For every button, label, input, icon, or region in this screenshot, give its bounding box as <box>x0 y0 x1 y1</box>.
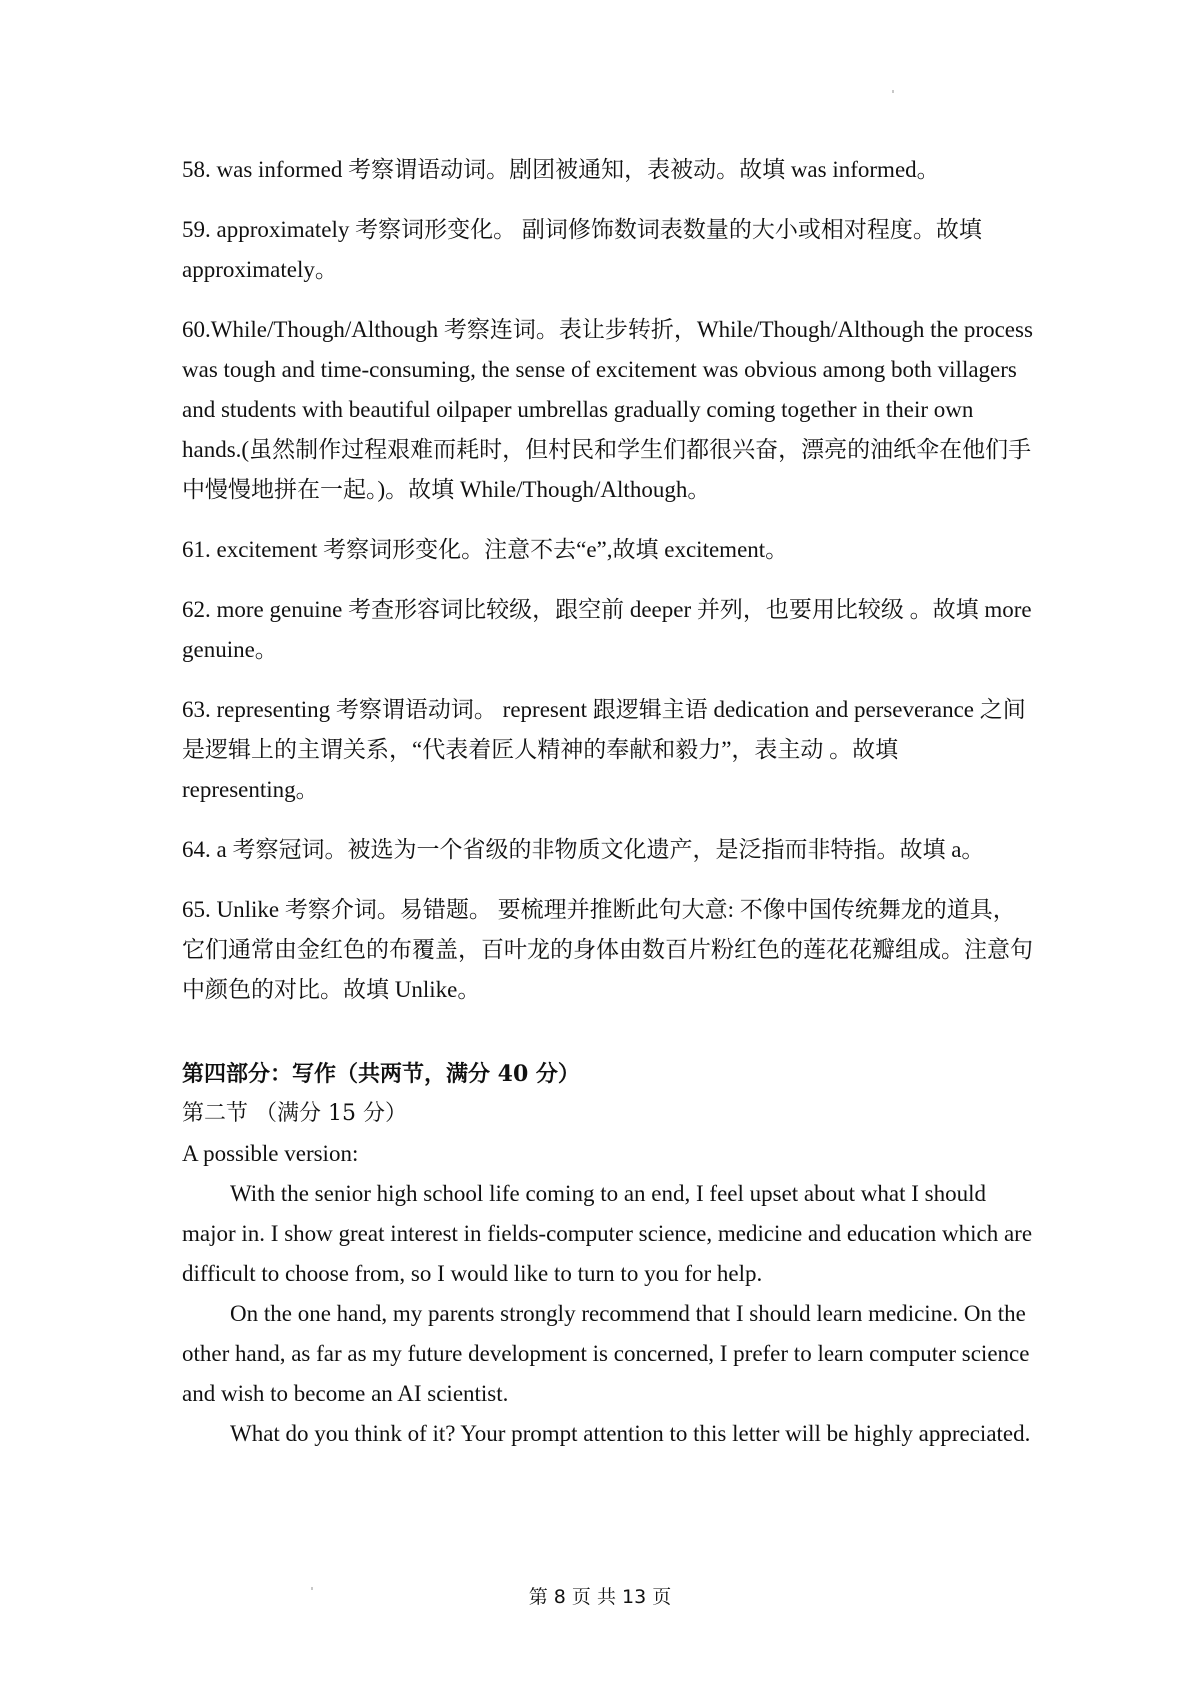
version-label: A possible version: <box>182 1141 359 1166</box>
essay-paragraph-1: With the senior high school life coming to an end, I feel upset about what I should major in. I show great interest in fields-computer science, medicine and education which are difficult to choose from, so I would like to turn to you for help. <box>182 1181 1033 1286</box>
answer-61: 61. excitement 考察词形变化。注意不去“e”,故填 excitement。 <box>182 537 789 562</box>
answer-59: 59. approximately 考察词形变化。 副词修饰数词表数量的大小或相对程度。故填 approximately。 <box>182 217 982 282</box>
answer-62: 62. more genuine 考查形容词比较级，跟空前 deeper 并列，也要用比较级 。故填 more genuine。 <box>182 597 1032 662</box>
section-title: 第四部分：写作（共两节，满分 40 分） <box>182 1061 580 1087</box>
answer-60: 60.While/Though/Although 考察连词。表让步转折，While/Though/Although the process was tough and time-consuming, the sense of excitement was obvious among both villagers and students with beautiful oilpaper umbrellas gradually coming together in their own hands.(虽然制作过程艰难而耗时，但村民和学生们都很兴奋，漂亮的油纸伞在他们手中慢慢地拼在一起。)。故填 While/Though/Although。 <box>182 317 1033 502</box>
section-subtitle: 第二节 （满分 15 分） <box>182 1101 407 1126</box>
answer-64: 64. a 考察冠词。被选为一个省级的非物质文化遗产，是泛指而非特指。故填 a。 <box>182 837 985 862</box>
answer-65: 65. Unlike 考察介词。易错题。 要梳理并推断此句大意: 不像中国传统舞龙的道具，它们通常由金红色的布覆盖，百叶龙的身体由数百片粉红色的莲花花瓣组成。注意句中颜色的对比。故填 Unlike。 <box>182 897 1033 1002</box>
answer-58: 58. was informed 考察谓语动词。剧团被通知，表被动。故填 was informed。 <box>182 157 940 182</box>
page-number: 第 8 页 共 13 页 <box>528 1586 672 1608</box>
scan-speck <box>892 90 894 93</box>
answer-63: 63. representing 考察谓语动词。 represent 跟逻辑主语 dedication and perseverance 之间是逻辑上的主谓关系，“代表着匠人精神的奉献和毅力”，表主动 。故填 representing。 <box>182 697 1026 802</box>
page-content <box>182 150 1037 1454</box>
essay-paragraph-3: What do you think of it? Your prompt attention to this letter will be highly appreciated. <box>230 1421 1031 1446</box>
essay-paragraph-2: On the one hand, my parents strongly recommend that I should learn medicine. On the other hand, as far as my future development is concerned, I prefer to learn computer science and wish to become an AI scientist. <box>182 1301 1030 1406</box>
